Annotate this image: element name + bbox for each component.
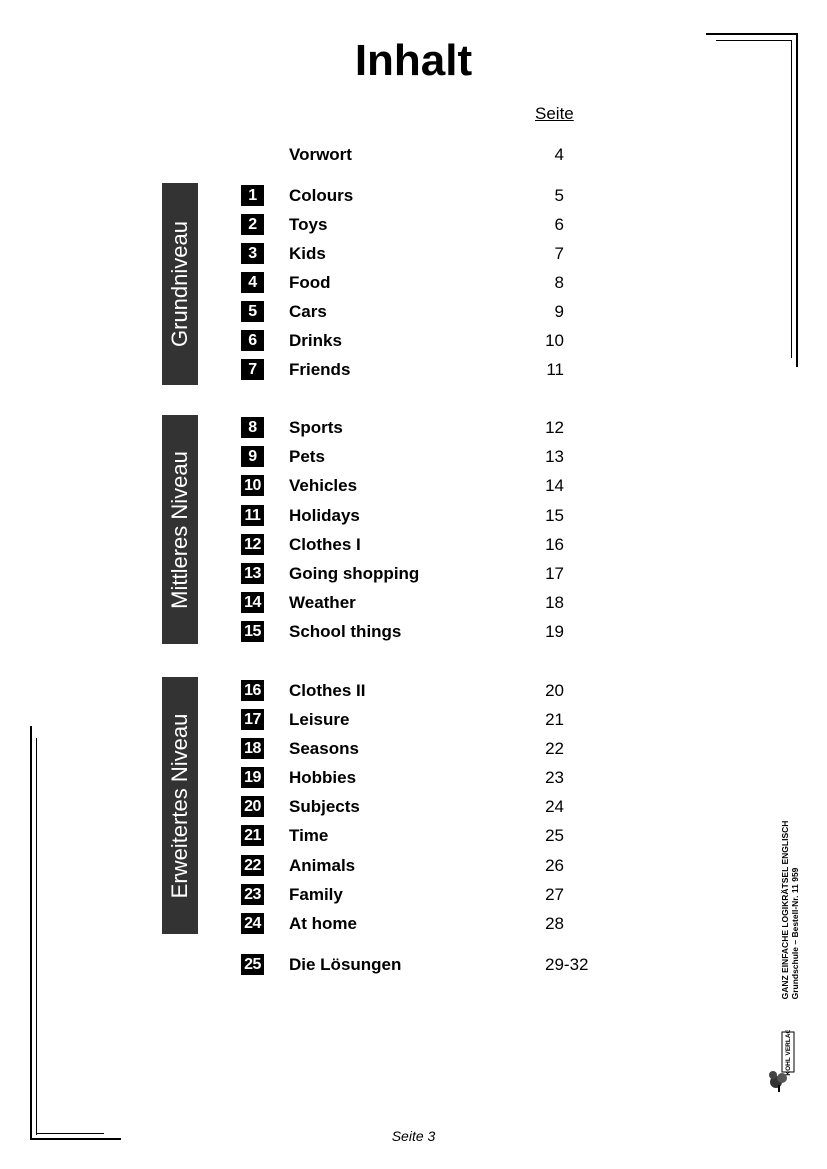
toc-page: 12 bbox=[545, 418, 564, 437]
section-label: Erweitertes Niveau bbox=[167, 713, 192, 898]
toc-row bbox=[0, 300, 827, 326]
toc-page: 25 bbox=[545, 826, 564, 845]
toc-page: 20 bbox=[545, 681, 564, 700]
toc-page: 29-32 bbox=[545, 955, 589, 974]
toc-label: Clothes I bbox=[289, 535, 361, 554]
frame-line-right-outer bbox=[796, 33, 798, 367]
toc-label: Animals bbox=[289, 856, 356, 875]
toc-page: 13 bbox=[545, 447, 564, 466]
toc-page: 14 bbox=[545, 476, 564, 495]
toc-page: 18 bbox=[545, 593, 564, 612]
toc-label: School things bbox=[289, 622, 402, 641]
page-title: Inhalt bbox=[354, 36, 473, 85]
toc-page: 5 bbox=[554, 186, 564, 205]
chapter-number-badge: 22 bbox=[241, 855, 264, 876]
toc-page: 11 bbox=[546, 360, 564, 379]
toc-page: 17 bbox=[545, 564, 564, 583]
chapter-number-badge: 18 bbox=[241, 738, 264, 759]
chapter-number-badge: 6 bbox=[241, 330, 264, 351]
chapter-number-badge: 25 bbox=[241, 954, 264, 975]
toc-label: Holidays bbox=[289, 506, 360, 525]
chapter-number-badge: 16 bbox=[241, 680, 264, 701]
page-footer: Seite 3 bbox=[391, 1128, 436, 1144]
page-column-header: Seite bbox=[535, 104, 574, 123]
toc-page: 21 bbox=[545, 710, 564, 729]
toc-label: Cars bbox=[289, 302, 327, 321]
toc-page: 24 bbox=[545, 797, 564, 816]
toc-label: Subjects bbox=[289, 797, 360, 816]
svg-text:KOHL VERLAG: KOHL VERLAG bbox=[785, 1030, 792, 1076]
toc-row bbox=[0, 242, 827, 268]
toc-row bbox=[0, 533, 827, 559]
toc-page: 27 bbox=[545, 885, 564, 904]
side-text-line-2: Grundschule – Bestell-Nr. 11 959 bbox=[790, 867, 800, 1000]
toc-row-intro bbox=[0, 143, 827, 169]
toc-row-solutions bbox=[0, 953, 827, 979]
chapter-number-badge: 4 bbox=[241, 272, 264, 293]
chapter-number-badge: 2 bbox=[241, 214, 264, 235]
chapter-number-badge: 9 bbox=[241, 446, 264, 467]
toc-row bbox=[0, 474, 827, 500]
toc-page: 9 bbox=[554, 302, 564, 321]
toc-label: Time bbox=[289, 826, 329, 845]
toc-label: Die Lösungen bbox=[289, 955, 402, 974]
chapter-number-badge: 5 bbox=[241, 301, 264, 322]
toc-page: 15 bbox=[545, 506, 564, 525]
chapter-number-badge: 21 bbox=[241, 825, 264, 846]
toc-label: Kids bbox=[289, 244, 326, 263]
toc-row bbox=[0, 824, 827, 850]
toc-row bbox=[0, 854, 827, 880]
chapter-number-badge: 23 bbox=[241, 884, 264, 905]
toc-label: Seasons bbox=[289, 739, 359, 758]
frame-line-top-inner bbox=[716, 40, 792, 41]
toc-label: Leisure bbox=[289, 710, 350, 729]
toc-label: Going shopping bbox=[289, 564, 420, 583]
toc-page: 7 bbox=[554, 244, 564, 263]
frame-line-left-outer bbox=[30, 726, 32, 1140]
chapter-number-badge: 1 bbox=[241, 185, 264, 206]
toc-page: 26 bbox=[545, 856, 564, 875]
toc-row bbox=[0, 184, 827, 210]
toc-label: At home bbox=[289, 914, 357, 933]
toc-row bbox=[0, 766, 827, 792]
chapter-number-badge: 10 bbox=[241, 475, 264, 496]
toc-row bbox=[0, 679, 827, 705]
toc-row bbox=[0, 620, 827, 646]
toc-label: Sports bbox=[289, 418, 343, 437]
toc-row bbox=[0, 795, 827, 821]
toc-label: Friends bbox=[289, 360, 351, 379]
toc-label: Pets bbox=[289, 447, 325, 466]
toc-row bbox=[0, 562, 827, 588]
chapter-number-badge: 19 bbox=[241, 767, 264, 788]
toc-page: 23 bbox=[545, 768, 564, 787]
chapter-number-badge: 15 bbox=[241, 621, 264, 642]
toc-label: Weather bbox=[289, 593, 356, 612]
toc-label: Hobbies bbox=[289, 768, 357, 787]
toc-page: 28 bbox=[545, 914, 564, 933]
toc-row bbox=[0, 883, 827, 909]
toc-row bbox=[0, 912, 827, 938]
chapter-number-badge: 20 bbox=[241, 796, 264, 817]
side-text-line-1: GANZ EINFACHE LOGIKRÄTSEL ENGLISCH bbox=[780, 820, 790, 1000]
frame-line-top-outer bbox=[706, 33, 797, 35]
toc-label: Drinks bbox=[289, 331, 342, 350]
section-label: Grundniveau bbox=[167, 221, 192, 347]
chapter-number-badge: 17 bbox=[241, 709, 264, 730]
toc-label: Vorwort bbox=[289, 145, 352, 164]
toc-page: 4 bbox=[554, 145, 564, 164]
chapter-number-badge: 11 bbox=[241, 505, 264, 526]
toc-row bbox=[0, 271, 827, 297]
toc-row bbox=[0, 213, 827, 239]
toc-page: 19 bbox=[545, 622, 564, 641]
toc-row bbox=[0, 591, 827, 617]
toc-row bbox=[0, 504, 827, 530]
toc-row bbox=[0, 416, 827, 442]
toc-label: Toys bbox=[289, 215, 328, 234]
kohl-verlag-logo bbox=[766, 1030, 800, 1094]
chapter-number-badge: 3 bbox=[241, 243, 264, 264]
toc-row bbox=[0, 358, 827, 384]
frame-line-left-inner bbox=[36, 738, 37, 1135]
chapter-number-badge: 13 bbox=[241, 563, 264, 584]
chapter-number-badge: 14 bbox=[241, 592, 264, 613]
chapter-number-badge: 24 bbox=[241, 913, 264, 934]
chapter-number-badge: 12 bbox=[241, 534, 264, 555]
toc-row bbox=[0, 737, 827, 763]
toc-page: 8 bbox=[554, 273, 564, 292]
toc-label: Clothes II bbox=[289, 681, 366, 700]
toc-row bbox=[0, 329, 827, 355]
logo-graphic bbox=[766, 1030, 800, 1094]
toc-page: 16 bbox=[545, 535, 564, 554]
toc-page: 10 bbox=[545, 331, 564, 350]
toc-label: Food bbox=[289, 273, 331, 292]
toc-row bbox=[0, 445, 827, 471]
toc-row bbox=[0, 708, 827, 734]
section-label: Mittleres Niveau bbox=[167, 450, 192, 609]
toc-page: 22 bbox=[545, 739, 564, 758]
toc-label: Vehicles bbox=[289, 476, 358, 495]
chapter-number-badge: 8 bbox=[241, 417, 264, 438]
chapter-number-badge: 7 bbox=[241, 359, 264, 380]
toc-label: Colours bbox=[289, 186, 354, 205]
toc-label: Family bbox=[289, 885, 343, 904]
toc-page: 6 bbox=[554, 215, 564, 234]
publisher-side-text bbox=[780, 821, 800, 1000]
frame-line-right-inner bbox=[791, 40, 792, 358]
